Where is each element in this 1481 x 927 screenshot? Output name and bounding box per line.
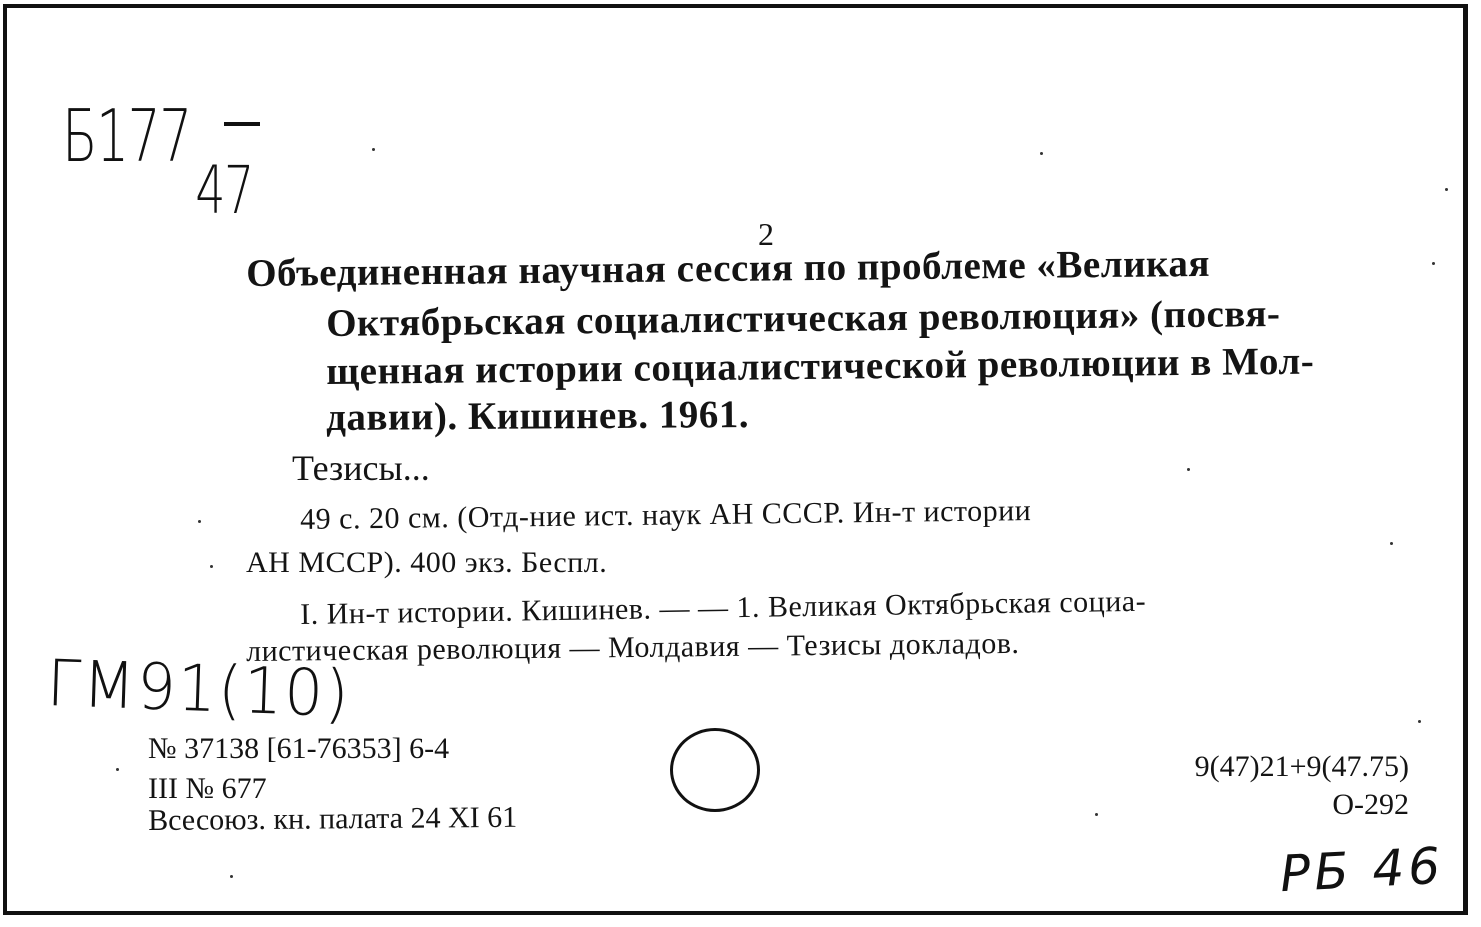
shelf-code-main: Б177 — [62, 94, 191, 178]
tracing-line-2: листическая революция — Молдавия — Тезисы докладов. — [245, 626, 1020, 668]
speck — [1432, 262, 1435, 265]
shelf-code-sub: 47 — [195, 152, 253, 229]
speck — [1040, 152, 1043, 155]
handwritten-location-code: ГМ91(10) — [45, 647, 352, 733]
card-number: 2 — [758, 216, 774, 252]
speck — [1187, 468, 1190, 471]
tracing-line-1: I. Ин-т истории. Кишинев. — — 1. Великая Октябрьская социа- — [299, 584, 1147, 631]
speck — [372, 148, 375, 151]
speck — [1095, 813, 1098, 816]
imprint-series: III № 677 — [148, 772, 267, 805]
imprint-chamber: Всесоюз. кн. палата 24 XI 61 — [147, 800, 518, 837]
collation-line-2: АН МССР). 400 экз. Беспл. — [246, 546, 608, 579]
imprint-number: № 37138 [61-76353] 6-4 — [148, 732, 450, 765]
speck — [198, 520, 201, 523]
title-line-1: Объединенная научная сессия по проблеме «Великая — [245, 241, 1211, 295]
speck — [230, 875, 233, 878]
collation-line-1: 49 с. 20 см. (Отд-ние ист. наук АН СССР. Ин-т истории — [299, 494, 1032, 536]
speck — [1418, 720, 1421, 723]
speck — [210, 565, 213, 568]
speck — [116, 768, 119, 771]
title-line-4: давии). Кишинев. 1961. — [325, 393, 750, 439]
speck — [1445, 188, 1448, 191]
title-line-2: Октябрьская социалистическая революция» (посвя- — [325, 292, 1281, 345]
handwritten-shelf-code — [62, 94, 253, 229]
fraction-bar — [224, 122, 260, 126]
subtitle: Тезисы... — [292, 448, 430, 488]
title-line-3: щенная истории социалистической революции в Мол- — [325, 339, 1315, 393]
speck — [1390, 542, 1393, 545]
classification-index: 9(47)21+9(47.75) — [1194, 750, 1409, 783]
punch-hole — [670, 728, 760, 812]
handwritten-corner-code: РБ 46 — [1278, 836, 1446, 904]
author-mark: О-292 — [1332, 788, 1409, 821]
